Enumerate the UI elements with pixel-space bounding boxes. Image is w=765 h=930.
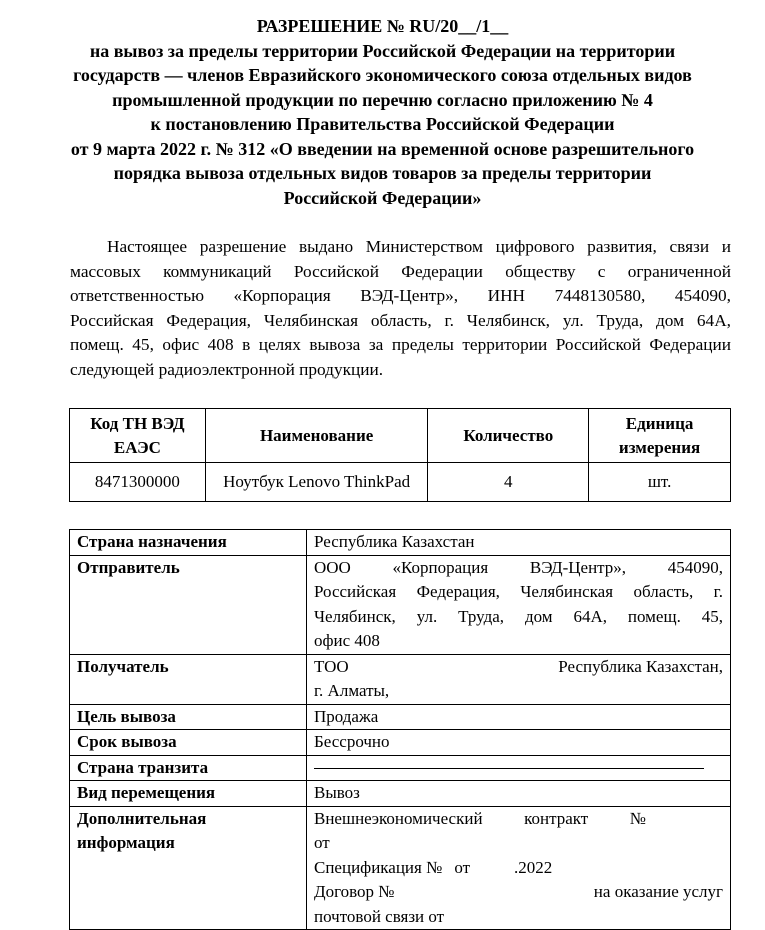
cell-qty: 4: [428, 463, 589, 502]
sender-value: ООО «Корпорация ВЭД-Центр», 454090, Российская Федерация, Челябинская область, г. Челябинск, ул. Труда, дом 64А, помещ. 45, офис 408: [307, 555, 731, 654]
transit-label: Страна транзита: [70, 755, 307, 781]
intro-line: ответственностью «Корпорация ВЭД-Центр», ИНН 7448130580, 454090,: [70, 286, 731, 305]
header-name: Наименование: [205, 409, 428, 463]
details-row-term: [70, 730, 731, 756]
title-line: на вывоз за пределы территории Российской Федерации на территории: [89, 40, 676, 61]
intro-paragraph: [70, 235, 731, 382]
details-row-recipient: [70, 654, 731, 704]
extra-label: Дополнительная информация: [70, 806, 307, 930]
intro-line: Российская Федерация, Челябинская область, г. Челябинск, ул. Труда, дом 64А,: [70, 310, 731, 330]
country-label: Страна назначения: [70, 530, 307, 556]
title-line: к постановлению Правительства Российской Федерации: [150, 114, 615, 134]
details-row-movement: [70, 781, 731, 807]
cell-name: Ноутбук Lenovo ThinkPad: [205, 463, 428, 502]
details-row-purpose: [70, 704, 731, 730]
title-line: промышленной продукции по перечню согласно приложению № 4: [112, 89, 653, 110]
purpose-value: Продажа: [307, 704, 731, 730]
recipient-value: ТОО Республика Казахстан, г. Алматы,: [307, 654, 731, 704]
table-header-row: [70, 409, 731, 463]
recipient-label: Получатель: [70, 654, 307, 704]
header-qty: Количество: [428, 409, 589, 463]
intro-line: следующей радиоэлектронной продукции.: [70, 359, 384, 379]
title-line: порядка вывоза отдельных видов товаров за пределы территории: [113, 163, 652, 183]
table-row: [70, 463, 731, 502]
transit-value: [307, 755, 731, 781]
intro-line: Настоящее разрешение выдано Министерством цифрового развития, связи и: [107, 237, 731, 256]
sender-label: Отправитель: [70, 555, 307, 654]
term-value: Бессрочно: [307, 730, 731, 756]
title-line: государств — членов Евразийского экономического союза отдельных видов: [73, 65, 692, 85]
cell-unit: шт.: [589, 463, 731, 502]
details-row-country: [70, 530, 731, 556]
country-value: Республика Казахстан: [307, 530, 731, 556]
details-row-transit: [70, 755, 731, 781]
cell-code: 8471300000: [70, 463, 206, 502]
header-code: Код ТН ВЭД ЕАЭС: [70, 409, 206, 463]
title-line: Российской Федерации»: [283, 187, 482, 208]
document-title: [30, 14, 735, 210]
term-label: Срок вывоза: [70, 730, 307, 756]
extra-value: Внешнеэкономический контракт № от Спецификация № от .2022 Договор № на оказание услуг почтовой связи от: [307, 806, 731, 930]
details-row-extra: [70, 806, 731, 930]
movement-label: Вид перемещения: [70, 781, 307, 807]
details-table: [69, 529, 731, 930]
details-row-sender: [70, 555, 731, 654]
products-table: [69, 408, 731, 502]
intro-line: помещ. 45, офис 408 в целях вывоза за пределы территории Российской Федерации: [70, 335, 731, 354]
intro-line: массовых коммуникаций Российской Федерации обществу с ограниченной: [70, 261, 731, 281]
title-line: РАЗРЕШЕНИЕ № RU/20__/1__: [256, 16, 509, 36]
title-line: от 9 марта 2022 г. № 312 «О введении на временной основе разрешительного: [70, 138, 695, 159]
purpose-label: Цель вывоза: [70, 704, 307, 730]
header-unit: Единица измерения: [589, 409, 731, 463]
movement-value: Вывоз: [307, 781, 731, 807]
empty-line: [314, 756, 704, 769]
